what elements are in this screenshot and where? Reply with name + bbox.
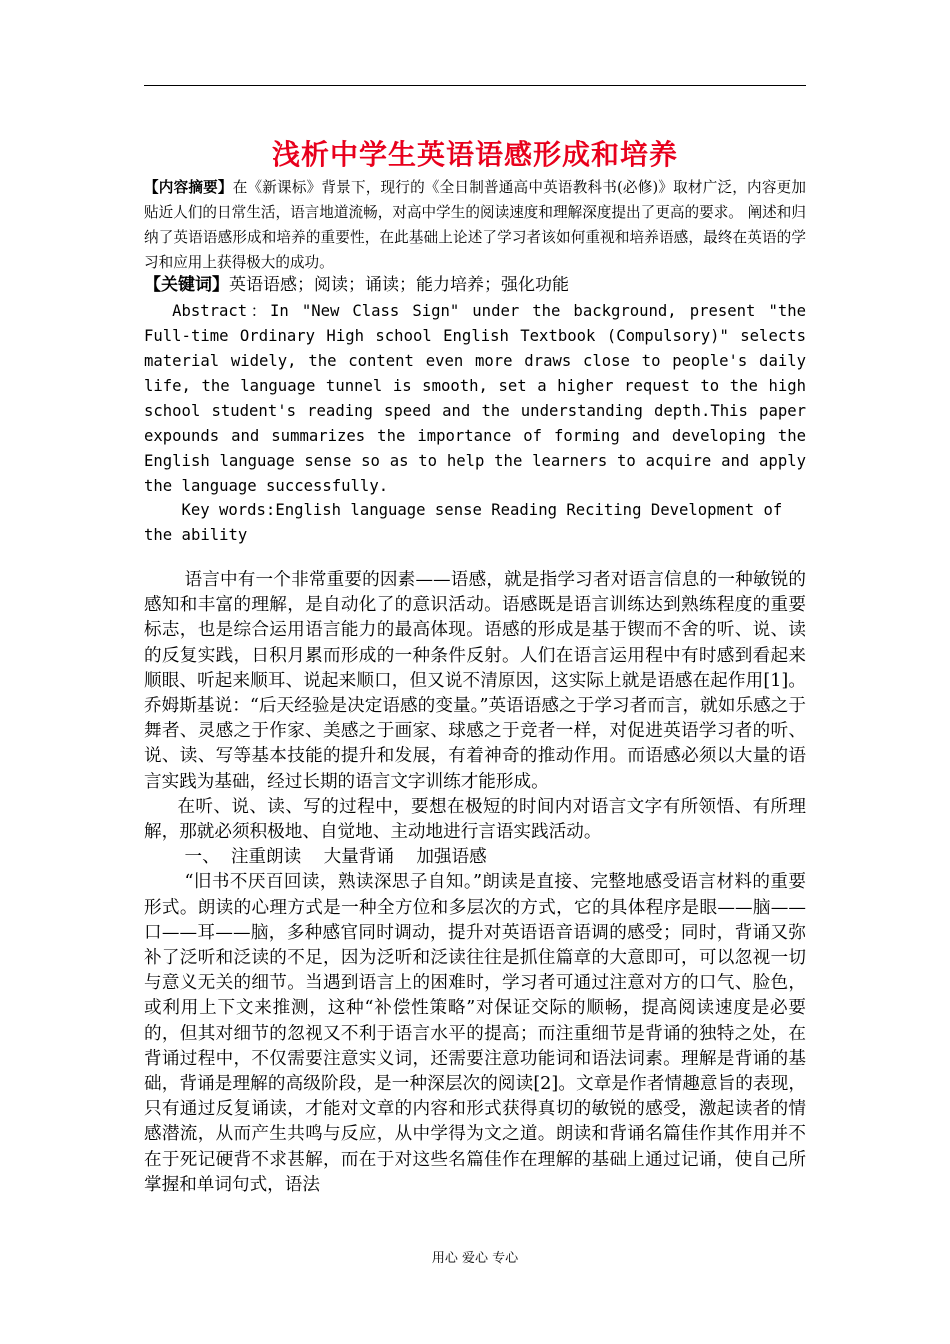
page-footer: 用心 爱心 专心 bbox=[431, 1251, 519, 1266]
body-text bbox=[144, 568, 806, 1198]
abstract-label: 【内容摘要】 bbox=[144, 179, 233, 196]
keywords-english bbox=[144, 498, 806, 548]
page-title: 浅析中学生英语语感形成和培养 bbox=[271, 138, 678, 171]
abstract-english bbox=[144, 299, 806, 499]
keywords-label: 【关键词】 bbox=[144, 275, 229, 295]
keywords-chinese bbox=[144, 272, 806, 298]
section-heading-1: 一、 注重朗读 大量背诵 加强语感 bbox=[184, 847, 487, 868]
abstract-chinese bbox=[144, 175, 806, 275]
body-paragraph-2: 在听、说、读、写的过程中，要想在极短的时间内对语言文字有所领悟、有所理解，那就必须积极地、自觉地、主动地进行言语实践活动。 bbox=[144, 796, 806, 843]
body-paragraph-1: 语言中有一个非常重要的因素——语感，就是指学习者对语言信息的一种敏锐的感知和丰富的理解，是自动化了的意识活动。语感既是语言训练达到熟练程度的重要标志，也是综合运用语言能力的最高体现。语感的形成是基于锲而不舍的听、说、读的反复实践，日积月累而形成的一种条件反射。人们在语言运用程中有时感到看起来顺眼、听起来顺耳、说起来顺口，但又说不清原因，这实际上就是语感在起作用[1]。乔姆斯基说：“后天经验是决定语感的变量。”英语语感之于学习者而言，就如乐感之于舞者、灵感之于作家、美感之于画家、球感之于竞者一样，对促进英语学习者的听、说、读、写等基本技能的提升和发展，有着神奇的推动作用。而语感必须以大量的语言实践为基础，经过长期的语言文字训练才能形成。 bbox=[144, 570, 806, 792]
body-paragraph-3: “旧书不厌百回读，熟读深思子自知。”朗读是直接、完整地感受语言材料的重要形式。朗读的心理方式是一种全方位和多层次的方式，它的具体程序是眼——脑——口——耳——脑，多种感官同时调动，提升对英语语音语调的感受；同时，背诵又弥补了泛听和泛读的不足，因为泛听和泛读往往是抓住篇章的大意即可，可以忽视一切与意义无关的细节。当遇到语言上的困难时，学习者可通过注意对方的口气、脸色，或利用上下文来推测，这种“补偿性策略”对保证交际的顺畅，提高阅读速度是必要的，但其对细节的忽视又不利于语言水平的提高；而注重细节是背诵的独特之处，在背诵过程中，不仅需要注意实义词，还需要注意功能词和语法词素。理解是背诵的基础，背诵是理解的高级阶段，是一种深层次的阅读[2]。文章是作者情趣意旨的表现，只有通过反复诵读，才能对文章的内容和形式获得真切的敏锐的感受，激起读者的情感潜流，从而产生共鸣与反应，从中学得为文之道。朗读和背诵名篇佳作其作用并不在于死记硬背不求甚解，而在于对这些名篇佳作在理解的基础上通过记诵，使自己所掌握和单词句式，语法 bbox=[144, 872, 806, 1195]
header-rule bbox=[144, 85, 806, 86]
abstract-english-text: Abstract：In "New Class Sign" under the background, present "the Full-time Ordinary High school English Textbook (Compulsory)" selects material widely, the content even more draws close to people's daily life, the language tunnel is smooth, set a higher request to the high school student's reading speed and the understanding depth.This paper expounds and summarizes the importance of forming and developing the English language sense so as to help the learners to acquire and apply the language successfully. bbox=[144, 302, 806, 495]
keywords-text: 英语语感；阅读；诵读；能力培养；强化功能 bbox=[229, 275, 569, 295]
keywords-english-text: Key words:English language sense Reading Reciting Development of the ability bbox=[144, 501, 783, 544]
abstract-text: 在《新课标》背景下，现行的《全日制普通高中英语教科书(必修)》取材广泛，内容更加贴近人们的日常生活，语言地道流畅，对高中学生的阅读速度和理解深度提出了更高的要求。 阐述和归纳了英语语感形成和培养的重要性，在此基础上论述了学习者该如何重视和培养语感，最终在英语的学习和应用上获得极大的成功。 bbox=[144, 179, 806, 271]
